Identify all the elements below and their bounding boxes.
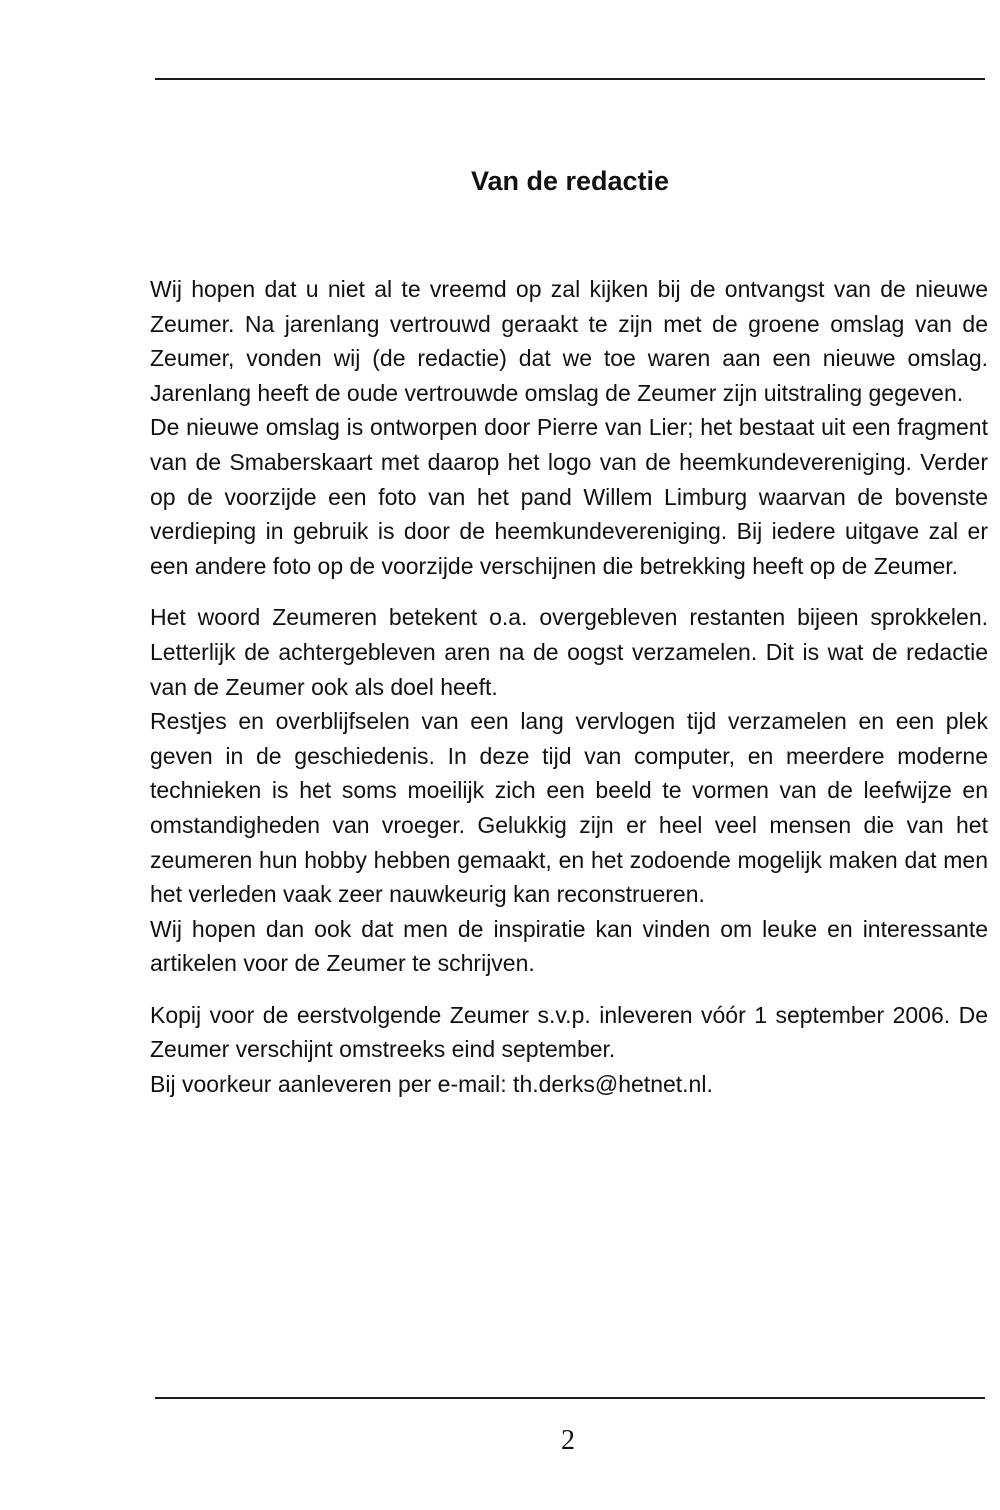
paragraph-call-for-articles: Wij hopen dan ook dat men de inspiratie kan vinden om leuke en interessante artikelen voor de Zeumer te schrijven. <box>150 915 988 977</box>
paragraph-copy-deadline: Kopij voor de eerstvolgende Zeumer s.v.p. inleveren vóór 1 september 2006. De Zeumer verschijnt omstreeks eind september. <box>150 1001 988 1063</box>
article-body <box>150 272 988 1102</box>
paragraph-history: Restjes en overblijfselen van een lang vervlogen tijd verzamelen en een plek geven in de geschiedenis. In deze tijd van computer, en meerdere moderne technieken is het soms moeilijk zich een beeld te vormen van de leefwijze en omstandigheden van vroeger. Gelukkig zijn er heel veel mensen die van het zeumeren hun hobby hebben gemaakt, en het zodoende mogelijk maken dat men het verleden vaak zeer nauwkeurig kan reconstrueren. <box>150 708 988 908</box>
page-title: Van de redactie <box>470 166 670 196</box>
bottom-divider <box>155 1397 985 1399</box>
paragraph-cover-design: De nieuwe omslag is ontworpen door Pierre van Lier; het bestaat uit een fragment van de Smaberskaart met daarop het logo van de heemkundevereniging. Verder op de voorzijde een foto van het pand Willem Limburg waarvan de bovenste verdieping in gebruik is door de heemkundevereniging. Bij iedere uitgave zal er een andere foto op de voorzijde verschijnen die betrekking heeft op de Zeumer. <box>150 414 988 579</box>
page-number: 2 <box>561 1425 575 1456</box>
top-divider <box>155 78 985 80</box>
paragraph-zeumeren-meaning: Het woord Zeumeren betekent o.a. overgebleven restanten bijeen sprokkelen. Letterlijk de achtergebleven aren na de oogst verzamelen. Dit is wat de redactie van de Zeumer ook als doel heeft. <box>150 604 988 700</box>
paragraph-email-contact: Bij voorkeur aanleveren per e-mail: th.derks@hetnet.nl. <box>150 1071 713 1098</box>
paragraph-new-cover-intro: Wij hopen dat u niet al te vreemd op zal kijken bij de ontvangst van de nieuwe Zeumer. Na jarenlang vertrouwd geraakt te zijn met de groene omslag van de Zeumer, vonden wij (de redactie) dat we toe waren aan een nieuwe omslag. Jarenlang heeft de oude vertrouwde omslag de Zeumer zijn uitstraling gegeven. <box>150 276 988 406</box>
